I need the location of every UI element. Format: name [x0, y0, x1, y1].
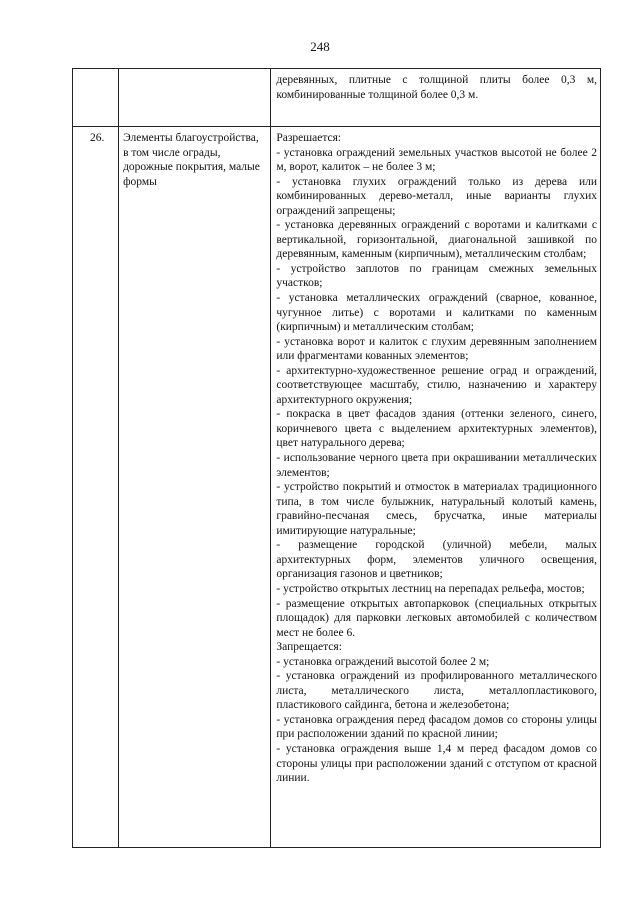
prohibited-item: - установка ограждений из профилированного металлического листа, металлического листа, металлопластикового, пластикового сайдинга, бетона и железобетона; — [276, 670, 597, 712]
allowed-label: Разрешается: — [276, 132, 342, 144]
prohibited-item: - установка ограждений высотой более 2 м; — [276, 655, 490, 668]
prohibited-item: - установка ограждения перед фасадом домов со стороны улицы при расположении зданий по красной линии; — [276, 713, 597, 741]
row-number: 26. — [90, 132, 105, 144]
allowed-item: - архитектурно-художественное решение оград и ограждений, соответствующее масштабу, стилю, назначению и характеру архитектурного окружения; — [276, 364, 597, 406]
regulations-table — [72, 68, 601, 848]
allowed-item: - установка глухих ограждений только из дерева или комбинированных дерево-металл, иные варианты глухих ограждений запрещены; — [276, 175, 597, 217]
table-row — [73, 127, 601, 848]
row-content-cell — [271, 127, 601, 848]
continuation-text: деревянных, плитные с толщиной плиты более 0,3 м, комбинированные толщиной более 0,3 м. — [276, 74, 597, 101]
allowed-item: - установка металлических ограждений (сварное, кованное, чугунное литье) с воротами и калитками по каменным (кирпичным) и металлическим столбам; — [276, 292, 597, 334]
prohibited-item: - установка ограждения выше 1,4 м перед фасадом домов со стороны улицы при расположении зданий с отступом от красной линии. — [276, 742, 597, 785]
continuation-name-cell — [119, 69, 271, 127]
continuation-row — [73, 69, 601, 127]
allowed-item: - устройство заплотов по границам смежных земельных участков; — [276, 262, 597, 290]
allowed-item: - устройство открытых лестниц на перепадах рельефа, мостов; — [276, 582, 585, 595]
row-name: Элементы благоустройства, в том числе ограды, дорожные покрытия, малые формы — [123, 132, 260, 188]
allowed-item: - размещение городской (уличной) мебели, малых архитектурных форм, элементов уличного освещения, организация газонов и цветников; — [276, 539, 597, 581]
prohibited-label: Запрещается: — [276, 641, 342, 654]
page-number: 248 — [310, 39, 330, 54]
allowed-item: - установка ограждений земельных участков высотой не более 2 м, ворот, калиток – не более 3 м; — [276, 146, 597, 174]
row-number-cell — [73, 127, 119, 848]
allowed-item: - использование черного цвета при окрашивании металлических элементов; — [276, 452, 597, 479]
allowed-item: - установка деревянных ограждений с воротами и калитками с вертикальной, горизонтальной, диагональной зашивкой по деревянным, каменным (кирпичным), металлическим столбам; — [276, 219, 597, 261]
allowed-item: - покраска в цвет фасадов здания (оттенки зеленого, синего, коричневого цвета с выделением архитектурных элементов), цвет натурального дерева; — [276, 408, 597, 450]
row-name-cell — [119, 127, 271, 848]
continuation-number-cell — [73, 69, 119, 127]
allowed-item: - установка ворот и калиток с глухим деревянным заполнением или фрагментами кованных элементов; — [276, 335, 597, 363]
allowed-item: - устройство покрытий и отмосток в материалах традиционного типа, в том числе булыжник, натуральный колотый камень, гравийно-песчаная смесь, брусчатка, иные материалы имитирующие натуральные; — [276, 481, 597, 537]
continuation-text-cell — [271, 69, 601, 127]
row-content — [271, 127, 600, 786]
allowed-item: - размещение открытых автопарковок (специальных открытых площадок) для парковки легковых автомобилей с количеством мест не более 6. — [276, 597, 597, 639]
